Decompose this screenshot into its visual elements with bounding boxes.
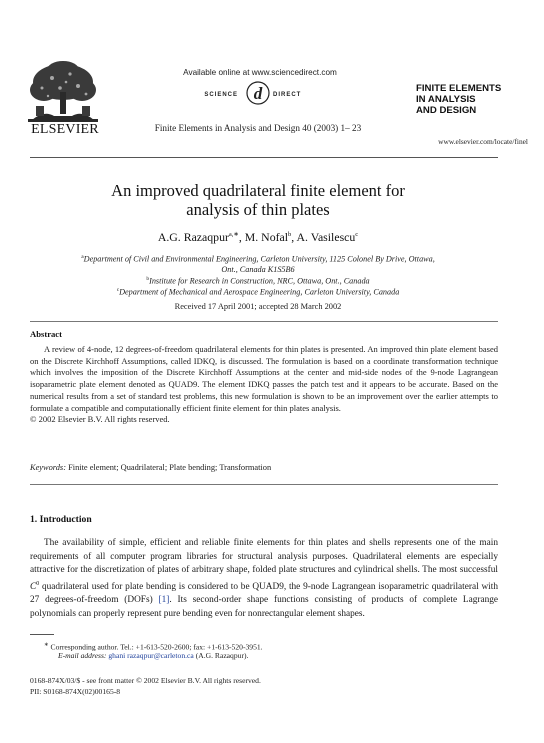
- publisher-wordmark: ELSEVIER: [31, 122, 99, 137]
- affiliation-c: [44, 285, 472, 298]
- journal-url[interactable]: www.elsevier.com/locate/finel: [438, 137, 528, 146]
- author-name[interactable]: A. Vasilescu: [296, 230, 356, 244]
- footnote-divider: [30, 634, 54, 635]
- reference-link[interactable]: [1]: [158, 595, 170, 606]
- author-name[interactable]: M. Nofal: [244, 230, 289, 244]
- author-name[interactable]: A.G. Razaqpur: [157, 230, 229, 244]
- available-online-text: Available online at www.sciencedirect.com: [183, 68, 337, 77]
- intro-text-3: . Its second-order shape functions consisting of products of complete Lagrange polynomials can properly represent pure bending even for nonrectangular element shapes.: [30, 595, 498, 620]
- pii-line: PII: S0168-874X(02)00165-8: [30, 687, 121, 696]
- journal-title-block: [416, 83, 526, 116]
- affiliation-a: [44, 252, 472, 276]
- affiliation-sup: c: [116, 287, 120, 293]
- section-heading-introduction: 1. Introduction: [30, 514, 92, 525]
- issn-line: 0168-874X/03/$ - see front matter © 2002 Elsevier B.V. All rights reserved.: [30, 676, 261, 685]
- footnote-corresponding-text: Corresponding author. Tel.: +1-613-520-2600; fax: +1-613-520-3951.: [50, 642, 263, 652]
- article-title-line-1: An improved quadrilateral finite element for: [111, 181, 405, 200]
- journal-title-line-3: AND DESIGN: [416, 105, 477, 116]
- sciencedirect-logo: [198, 80, 318, 106]
- keywords-text: Finite element; Quadrilateral; Plate bending; Transformation: [68, 463, 272, 472]
- author-sup: c: [355, 231, 359, 239]
- article-title: [40, 181, 476, 219]
- author-sup: b: [288, 231, 292, 239]
- footnote-sup: ∗: [44, 642, 49, 648]
- keywords-label: Keywords:: [30, 463, 66, 472]
- affiliation-sup: b: [146, 276, 150, 282]
- email-link[interactable]: ghani razaqpur@carleton.ca: [108, 651, 194, 660]
- introduction-paragraph: [30, 537, 498, 622]
- journal-citation: Finite Elements in Analysis and Design 40 (2003) 1– 23: [154, 123, 362, 133]
- c-symbol: C: [30, 581, 37, 592]
- received-dates: Received 17 April 2001; accepted 28 March 2002: [174, 302, 342, 311]
- affiliation-text: Department of Mechanical and Aerospace Engineering, Carleton University, Canada: [119, 287, 400, 297]
- affiliation-sup: a: [81, 254, 84, 260]
- author-list: A.G. Razaqpur$^{a,∗}$, M. Nofal$^b$, A. Vasilescu$^c$: [157, 230, 359, 244]
- abstract-text: A review of 4-node, 12 degrees-of-freedom quadrilateral elements for thin plates is presented. An improved thin plate element based on the Discrete Kirchhoff Assumptions, called IDKQ, is discussed. The formulation is based on a coordinate transformation technique which involves the imposition of the Discrete Kirchhoff Assumptions at the center and mid-side nodes of the 9-node Lagrangean isoparametric plate element denoted as QUAD9. The element IDKQ passes the patch test and it appears to be accurate. Based on the numerical results from a set of standard test problems, this new formulation is shown to be an improvement over the earlier attempts to formulate a compatible and computationally efficient finite element for thin plates analysis.: [30, 344, 498, 413]
- affiliation-text-cont: Ont., Canada K1S5B6: [221, 265, 295, 275]
- author-sup: a,∗: [228, 231, 239, 239]
- abstract-heading: Abstract: [30, 329, 62, 339]
- affiliation-text: Department of Civil and Environmental Engineering, Carleton University, 1125 Colonel By Drive, Ottawa,: [83, 254, 435, 264]
- article-title-line-2: analysis of thin plates: [186, 200, 330, 219]
- abstract-top-divider: [30, 321, 498, 322]
- header-divider: [30, 157, 498, 158]
- abstract-copyright: © 2002 Elsevier B.V. All rights reserved.: [30, 414, 170, 425]
- affiliation-text: Institute for Research in Construction, NRC, Ottawa, Ont., Canada: [149, 276, 370, 286]
- intro-text-1: The availability of simple, efficient and reliable finite elements for thin plates and shells represents one of the main requirements of all computer program libraries for structural analysis purposes. Quadrilateral elements are especially attractive for the discretization of plates of arbitrary shape, folded plate structures and cylindrical shells. The most successful: [30, 538, 498, 576]
- sd-mark: d: [253, 84, 263, 103]
- footnote-email: [58, 651, 498, 662]
- journal-title-line-1: FINITE ELEMENTS: [416, 83, 502, 94]
- c-superscript: 0: [36, 580, 40, 587]
- email-label: E-mail address:: [58, 651, 107, 660]
- abstract-bottom-divider: [30, 484, 498, 485]
- abstract-body: [30, 344, 498, 426]
- sd-right-word: DIRECT: [273, 92, 302, 98]
- keywords-line: [30, 463, 498, 472]
- sd-left-word: SCIENCE: [204, 92, 238, 98]
- intro-text-2: quadrilateral used for plate bending is considered to be QUAD9, the 9-node Lagrangean isoparametric quadrilateral with 27 degrees-of-freedom (DOFs): [30, 581, 498, 606]
- email-suffix: (A.G. Razaqpur).: [195, 651, 249, 660]
- journal-title-line-2: IN ANALYSIS: [416, 94, 476, 105]
- elsevier-tree-logo: [24, 60, 102, 124]
